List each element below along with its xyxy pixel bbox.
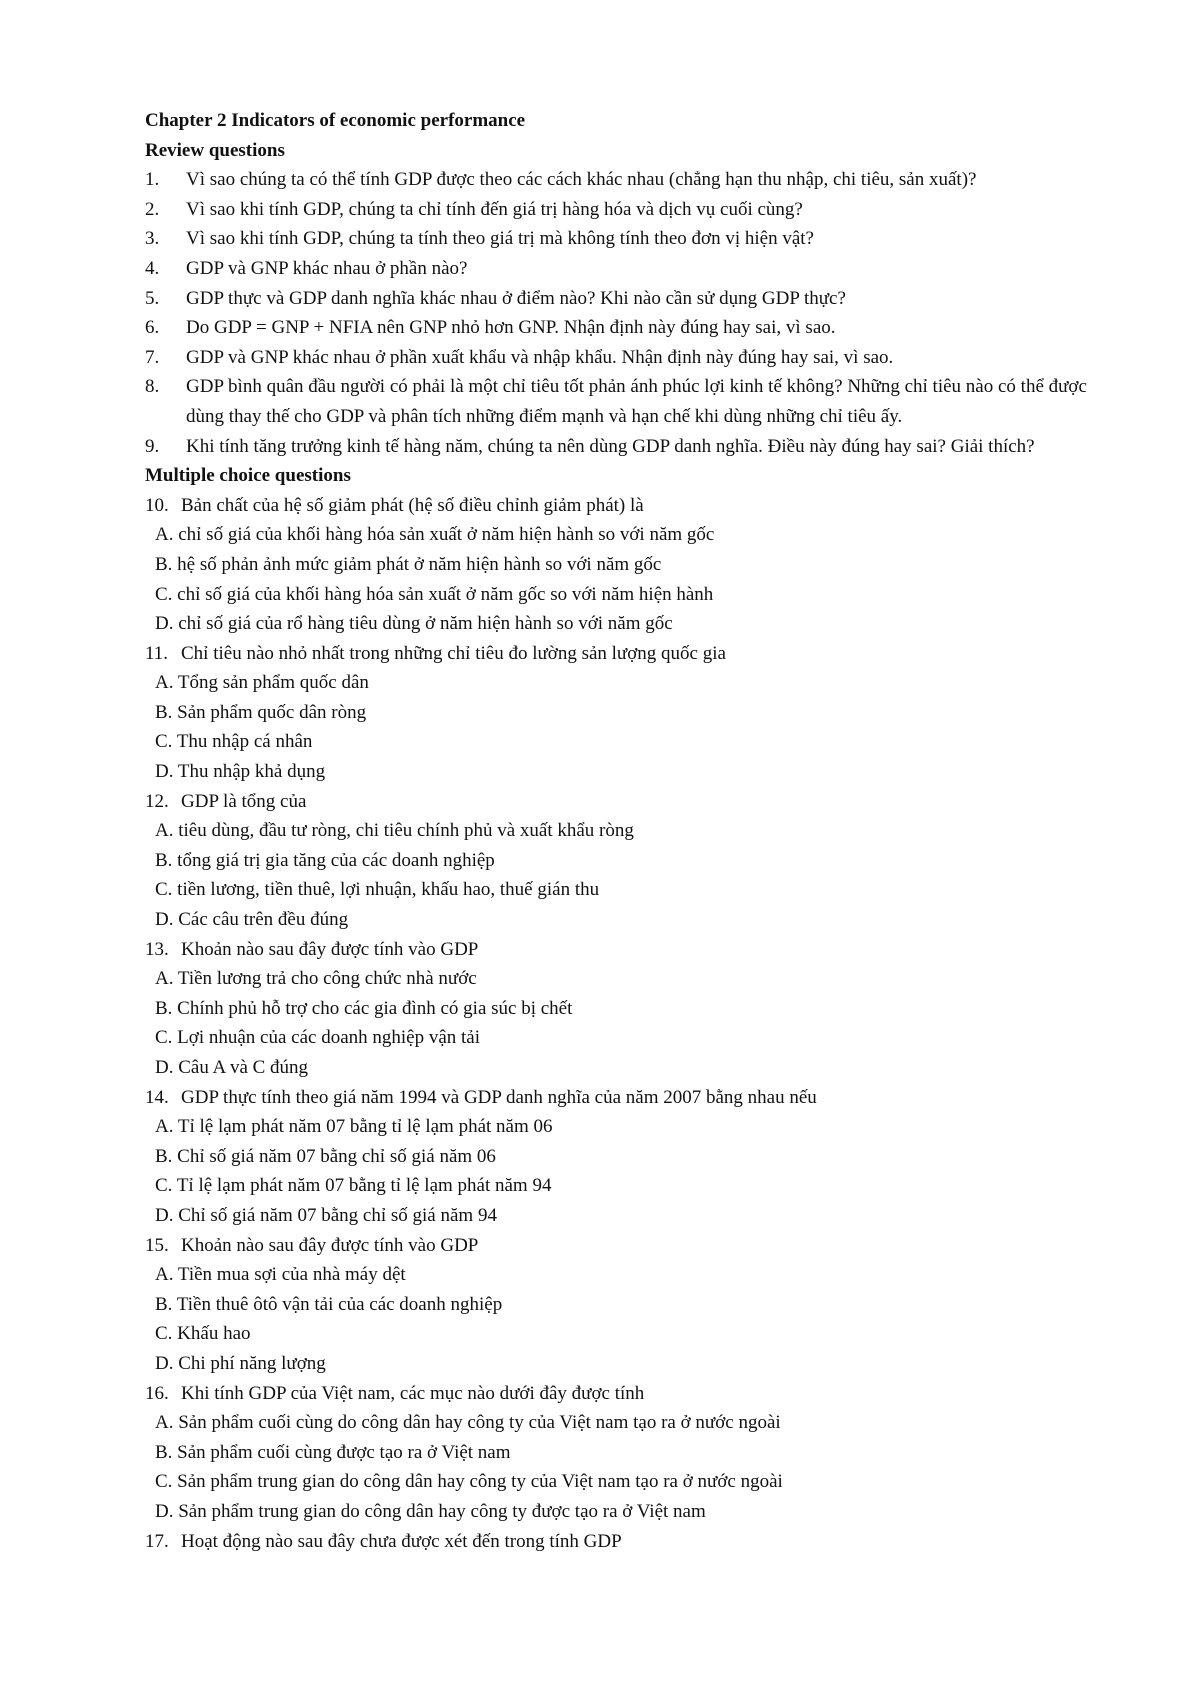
question-text: GDP thực và GDP danh nghĩa khác nhau ở điểm nào? Khi nào cần sử dụng GDP thực? [186,287,846,309]
answer-option: C. Sản phẩm trung gian do công dân hay công ty của Việt nam tạo ra ở nước ngoài [155,1471,783,1493]
question-stem: Khoản nào sau đây được tính vào GDP [181,1234,479,1256]
question-number: 13. [145,938,169,960]
answer-option: D. chỉ số giá của rổ hàng tiêu dùng ở năm hiện hành so với năm gốc [155,613,673,635]
review-question [145,254,1135,284]
mc-question [145,639,1135,669]
review-question [145,284,1135,314]
answer-option: A. Tổng sản phẩm quốc dân [155,672,369,694]
review-questions-heading: Review questions [145,139,285,161]
question-number: 5. [145,287,160,309]
answer-option: C. Thu nhập cá nhân [155,731,313,753]
question-number: 6. [145,317,160,339]
review-question [145,372,1135,431]
question-number: 10. [145,494,169,516]
answer-option: C. Lợi nhuận của các doanh nghiệp vận tải [155,1027,481,1049]
question-text: GDP bình quân đầu người có phải là một chỉ tiêu tốt phản ánh phúc lợi kinh tế không? Những chỉ tiêu nào có thể được dùng thay thế cho GDP và phân tích những điểm mạnh và hạn chế khi dùng những chỉ tiêu ấy. [186,376,1087,427]
mc-question [145,1083,1135,1113]
answer-option: B. tổng giá trị gia tăng của các doanh nghiệp [155,849,495,871]
question-number: 9. [145,435,160,457]
answer-option: C. chỉ số giá của khối hàng hóa sản xuất ở năm gốc so với năm hiện hành [155,583,714,605]
question-number: 8. [145,376,160,398]
answer-option: B. Tiền thuê ôtô vận tải của các doanh nghiệp [155,1293,503,1315]
answer-option: D. Chỉ số giá năm 07 bằng chỉ số giá năm 94 [155,1204,497,1226]
multiple-choice-list [145,491,1135,1556]
question-text: Vì sao khi tính GDP, chúng ta tính theo giá trị mà không tính theo đơn vị hiện vật? [186,228,814,250]
question-stem: GDP thực tính theo giá năm 1994 và GDP danh nghĩa của năm 2007 bằng nhau nếu [181,1086,817,1108]
review-question [145,195,1135,225]
question-text: Do GDP = GNP + NFIA nên GNP nhỏ hơn GNP. Nhận định này đúng hay sai, vì sao. [186,317,836,339]
mc-question [145,491,1135,521]
question-number: 2. [145,198,160,220]
question-number: 7. [145,346,160,368]
question-stem: Khi tính GDP của Việt nam, các mục nào dưới đây được tính [181,1382,645,1404]
answer-option: D. Các câu trên đều đúng [155,909,349,931]
answer-option: B. Sản phẩm cuối cùng được tạo ra ở Việt nam [155,1441,511,1463]
question-text: GDP và GNP khác nhau ở phần nào? [186,257,468,279]
review-questions-list [145,165,1135,461]
question-stem: Bản chất của hệ số giảm phát (hệ số điều chỉnh giảm phát) là [181,494,644,516]
answer-option: B. Chỉ số giá năm 07 bằng chỉ số giá năm 06 [155,1145,496,1167]
mc-question [145,787,1135,817]
question-text: Vì sao khi tính GDP, chúng ta chỉ tính đến giá trị hàng hóa và dịch vụ cuối cùng? [186,198,803,220]
review-question [145,224,1135,254]
question-number: 16. [145,1382,169,1404]
review-question [145,432,1135,462]
answer-option: A. Tiền mua sợi của nhà máy dệt [155,1264,406,1286]
question-number: 4. [145,257,160,279]
question-text: Khi tính tăng trưởng kinh tế hàng năm, chúng ta nên dùng GDP danh nghĩa. Điều này đúng hay sai? Giải thích? [186,435,1035,457]
question-number: 12. [145,790,169,812]
answer-option: D. Thu nhập khả dụng [155,761,326,783]
answer-option: A. Tiền lương trả cho công chức nhà nước [155,968,477,990]
mc-question [145,1231,1135,1261]
review-question [145,313,1135,343]
question-stem: Chỉ tiêu nào nhỏ nhất trong những chỉ tiêu đo lường sản lượng quốc gia [181,642,726,664]
answer-option: C. Khấu hao [155,1323,251,1345]
question-stem: GDP là tổng của [181,790,307,812]
answer-option: D. Chi phí năng lượng [155,1352,326,1374]
question-text: GDP và GNP khác nhau ở phần xuất khẩu và nhập khẩu. Nhận định này đúng hay sai, vì sao. [186,346,894,368]
answer-option: C. tiền lương, tiền thuê, lợi nhuận, khấu hao, thuế gián thu [155,879,600,901]
review-question [145,165,1135,195]
answer-option: D. Câu A và C đúng [155,1057,309,1078]
mc-question [145,1379,1135,1409]
mc-question [145,935,1135,965]
answer-option: A. chỉ số giá của khối hàng hóa sản xuất ở năm hiện hành so với năm gốc [155,524,715,546]
question-number: 17. [145,1530,169,1552]
question-number: 3. [145,228,160,250]
answer-option: D. Sản phẩm trung gian do công dân hay công ty được tạo ra ở Việt nam [155,1500,706,1522]
answer-option: B. Sản phẩm quốc dân ròng [155,701,367,723]
document-content [145,106,1135,1556]
answer-option: A. Sản phẩm cuối cùng do công dân hay công ty của Việt nam tạo ra ở nước ngoài [155,1412,781,1434]
answer-option: C. Tỉ lệ lạm phát năm 07 bằng tỉ lệ lạm phát năm 94 [155,1175,552,1197]
answer-option: B. hệ số phản ảnh mức giảm phát ở năm hiện hành so với năm gốc [155,553,662,575]
question-number: 14. [145,1086,169,1108]
answer-option: A. tiêu dùng, đầu tư ròng, chi tiêu chính phủ và xuất khẩu ròng [155,820,634,842]
mc-question [145,1527,1135,1557]
question-stem: Hoạt động nào sau đây chưa được xét đến trong tính GDP [181,1530,622,1552]
question-number: 15. [145,1234,169,1256]
answer-option: A. Tỉ lệ lạm phát năm 07 bằng tỉ lệ lạm phát năm 06 [155,1116,553,1138]
review-question [145,343,1135,373]
question-stem: Khoản nào sau đây được tính vào GDP [181,938,479,960]
question-number: 11. [145,642,169,664]
multiple-choice-heading: Multiple choice questions [145,465,351,487]
answer-option: B. Chính phủ hỗ trợ cho các gia đình có gia súc bị chết [155,997,573,1019]
question-text: Vì sao chúng ta có thể tính GDP được theo các cách khác nhau (chẳng hạn thu nhập, chi tiêu, sản xuất)? [186,169,977,191]
question-number: 1. [145,169,160,191]
chapter-title: Chapter 2 Indicators of economic performance [145,110,526,131]
